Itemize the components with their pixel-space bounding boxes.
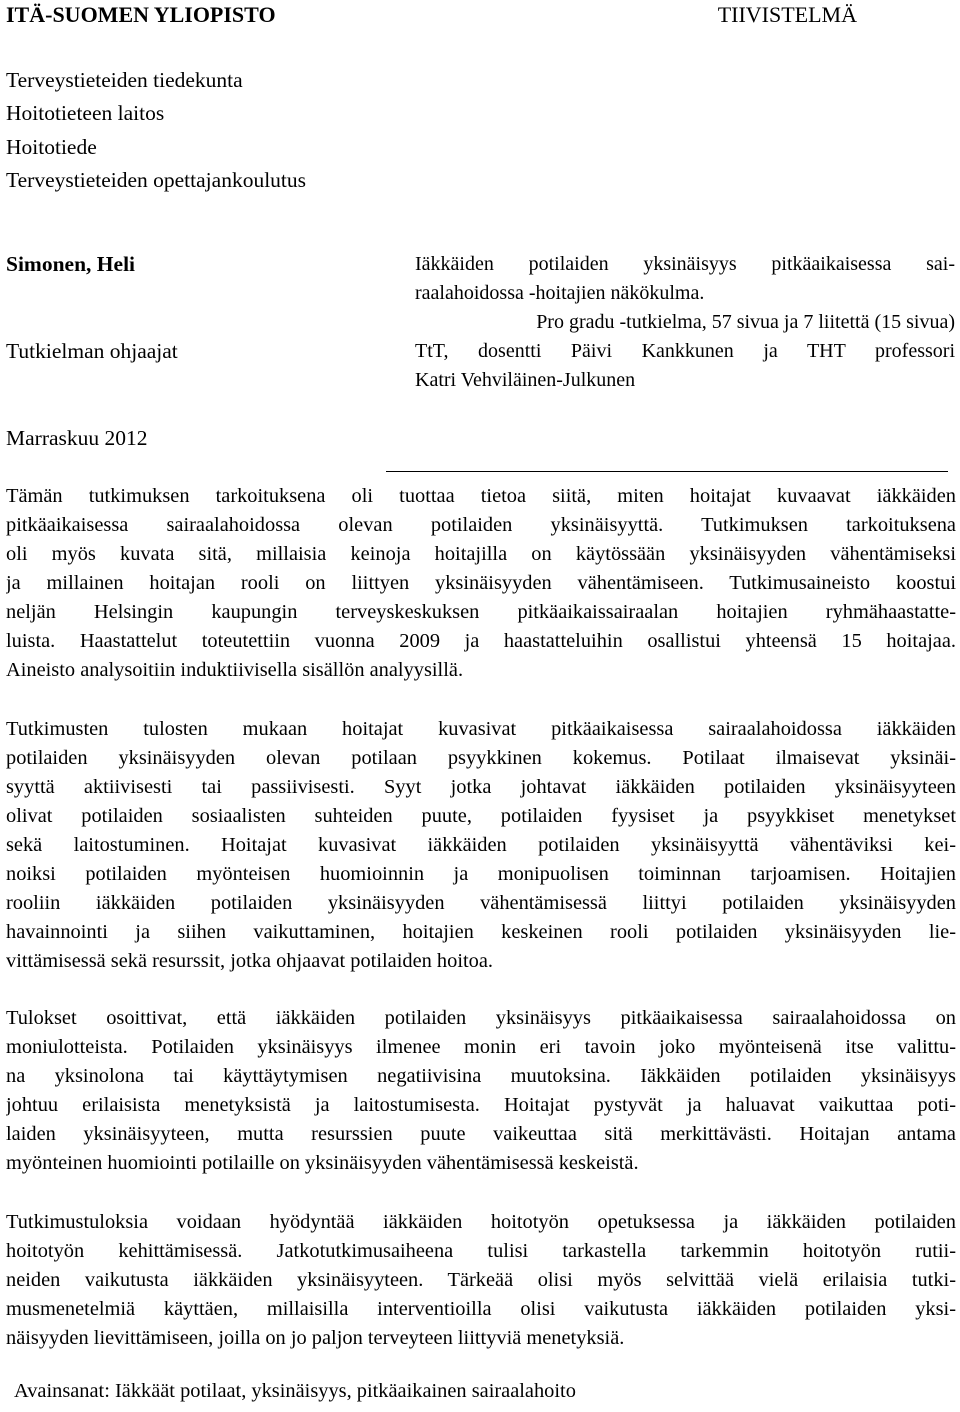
text-line: rooliin iäkkäiden potilaiden yksinäisyyden vähentämisessä liittyi potilaiden yksinäisyyden: [6, 892, 956, 914]
university-name: ITÄ-SUOMEN YLIOPISTO: [6, 2, 276, 27]
department: Hoitotieteen laitos: [6, 101, 165, 125]
subject: Hoitotiede: [6, 135, 97, 159]
document-type: TIIVISTELMÄ: [717, 2, 857, 27]
text-line: syyttä aktiivisesti tai passiivisesti. Syyt jotka johtavat iäkkäiden potilaiden yksinäisyyteen: [6, 776, 956, 798]
text-line: luista. Haastattelut toteutettiin vuonna 2009 ja haastatteluihin osallistui yhteensä 15 hoitajaa.: [6, 630, 956, 652]
text-line: vittämisessä sekä resurssit, jotka ohjaavat potilaiden hoitoa.: [6, 950, 493, 972]
text-line: noiksi potilaiden myönteisen huomioinnin ja monipuolisen toiminnan tarjoamisen. Hoitajien: [6, 863, 956, 885]
text-line: oli myös kuvata sitä, millaisia keinoja hoitajilla on käytössään yksinäisyyden vähentämiseksi: [6, 543, 956, 565]
keywords: Avainsanat: Iäkkäät potilaat, yksinäisyys, pitkäaikainen sairaalahoito: [14, 1380, 576, 1402]
text-line: myönteinen huomiointi potilaille on yksinäisyyden vähentämisessä keskeistä.: [6, 1152, 639, 1174]
thesis-title-block: [415, 250, 955, 395]
programme: Terveystieteiden opettajankoulutus: [6, 168, 307, 192]
text-line: näisyyden lievittämiseen, joilla on jo paljon terveyteen liittyviä menetyksiä.: [6, 1327, 625, 1349]
text-line: potilaiden yksinäisyyden olevan potilaan psyykkinen kokemus. Potilaat ilmaisevat yksinäi-: [6, 747, 956, 769]
supervisors-label: Tutkielman ohjaajat: [6, 339, 178, 363]
thesis-info-line: Pro gradu -tutkielma, 57 sivua ja 7 liitettä (15 sivua): [536, 311, 955, 333]
text-line: Tutkimusten tulosten mukaan hoitajat kuvasivat pitkäaikaisessa sairaalahoidossa iäkkäiden: [6, 718, 956, 740]
supervisors-line: TtT, dosentti Päivi Kankkunen ja THT professori: [415, 340, 955, 362]
abstract-paragraph-3: [6, 1004, 956, 1178]
author-name: Simonen, Heli: [6, 252, 136, 276]
horizontal-rule: [386, 471, 948, 472]
text-line: Tämän tutkimuksen tarkoituksena oli tuottaa tietoa siitä, miten hoitajat kuvaavat iäkkäiden: [6, 485, 956, 507]
supervisors-line: Katri Vehviläinen-Julkunen: [415, 369, 636, 391]
text-line: musmenetelmiä käyttäen, millaisilla interventioilla olisi vaikutusta iäkkäiden potilaiden yksi-: [6, 1298, 956, 1320]
faculty: Terveystieteiden tiedekunta: [6, 68, 243, 92]
submission-date: Marraskuu 2012: [6, 426, 148, 450]
title-line: Iäkkäiden potilaiden yksinäisyys pitkäaikaisessa sai-: [415, 253, 955, 275]
text-line: neljän Helsingin kaupungin terveyskeskuksen pitkäaikaissairaalan hoitajien ryhmähaastatte-: [6, 601, 956, 623]
title-line: raalahoidossa -hoitajien näkökulma.: [415, 282, 705, 304]
text-line: hoitotyön kehittämisessä. Jatkotutkimusaiheena tulisi tarkastella tarkemmin hoitotyön rutii-: [6, 1240, 956, 1262]
text-line: moniulotteista. Potilaiden yksinäisyys ilmenee monin eri tavoin joko myönteisenä itse valittu-: [6, 1036, 956, 1058]
text-line: sekä laitostuminen. Hoitajat kuvasivat iäkkäiden potilaiden yksinäisyyttä vähentäviksi kei-: [6, 834, 956, 856]
text-line: johtuu erilaisista menetyksistä ja laitostumisesta. Hoitajat pystyvät ja haluavat vaikuttaa poti-: [6, 1094, 956, 1116]
abstract-paragraph-2: [6, 715, 956, 976]
text-line: olivat potilaiden sosiaalisten suhteiden puute, potilaiden fyysiset ja psyykkiset menetykset: [6, 805, 956, 827]
text-line: na yksinolona tai käyttäytymisen negatiivisina muutoksina. Iäkkäiden potilaiden yksinäisyys: [6, 1065, 956, 1087]
text-line: pitkäaikaisessa sairaalahoidossa olevan potilaiden yksinäisyyttä. Tutkimuksen tarkoituksena: [6, 514, 956, 536]
abstract-paragraph-4: [6, 1208, 956, 1353]
text-line: ja millainen hoitajan rooli on liittyen yksinäisyyden vähentämiseen. Tutkimusaineisto koostui: [6, 572, 956, 594]
text-line: laiden yksinäisyyteen, mutta resurssien puute vaikeuttaa sitä merkittävästi. Hoitajan antama: [6, 1123, 956, 1145]
text-line: neiden vaikutusta iäkkäiden yksinäisyyteen. Tärkeää olisi myös selvittää vielä erilaisia tutki-: [6, 1269, 956, 1291]
abstract-paragraph-1: [6, 482, 956, 685]
text-line: Tutkimustuloksia voidaan hyödyntää iäkkäiden hoitotyön opetuksessa ja iäkkäiden potilaiden: [6, 1211, 956, 1233]
text-line: Tulokset osoittivat, että iäkkäiden potilaiden yksinäisyys pitkäaikaisessa sairaalahoidossa on: [6, 1007, 956, 1029]
text-line: Aineisto analysoitiin induktiivisella sisällön analyysillä.: [6, 659, 464, 681]
text-line: havainnointi ja siihen vaikuttaminen, hoitajien keskeinen rooli potilaiden yksinäisyyden lie-: [6, 921, 956, 943]
